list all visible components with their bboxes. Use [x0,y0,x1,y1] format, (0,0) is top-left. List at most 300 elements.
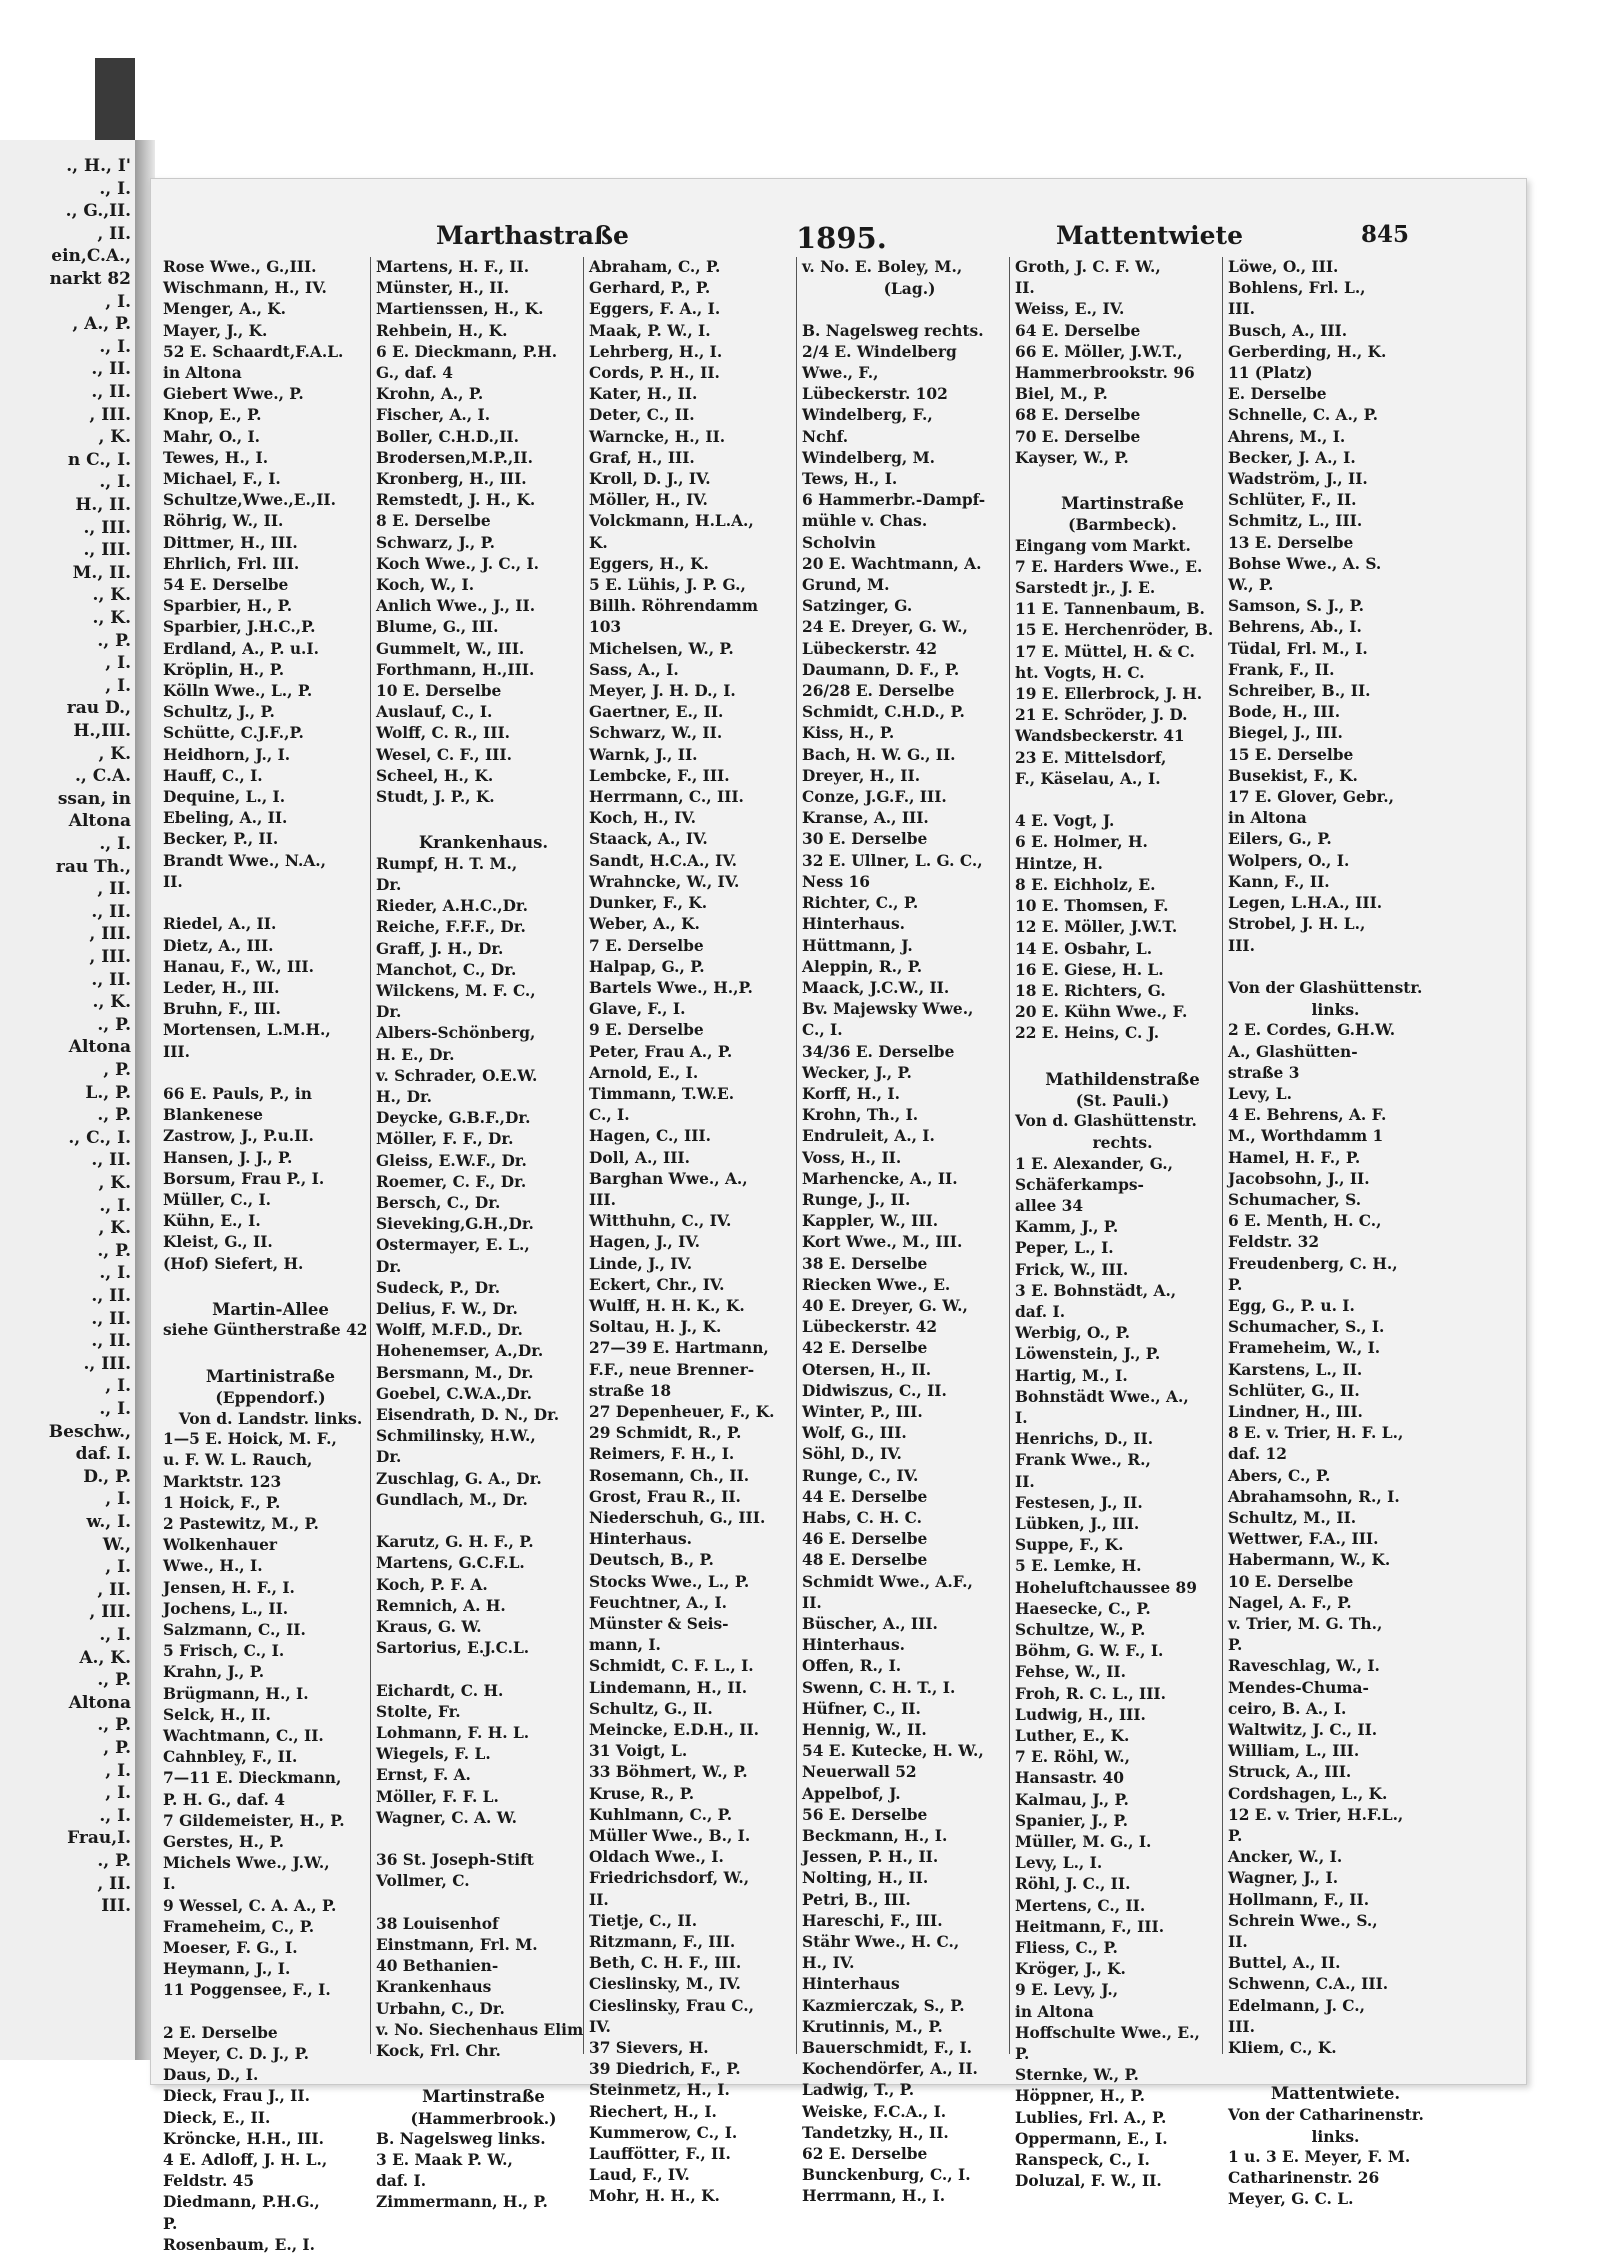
directory-entry: Eilers, G., P. [1228,830,1332,849]
directory-entry: Legen, L.H.A., III. [1228,894,1383,913]
directory-entry: 4 E. Adloff, J. H. L., [163,2151,328,2170]
directory-entry: Von d. Glashüttenstr. [1015,1112,1197,1131]
left-page-fragment: D., P. [83,1466,131,1487]
directory-entry: Kleist, G., II. [163,1233,273,1252]
spacer [163,1341,378,1362]
left-page-fragment: ., I. [99,1625,131,1645]
directory-entry: 4 E. Behrens, A. F. [1228,1106,1387,1125]
directory-entry: Gaertner, E., II. [589,703,724,722]
directory-entry: I. [1015,1408,1028,1427]
directory-entry: 3 E. Maak P. W., [376,2151,513,2170]
directory-entry: (Lag.) [883,279,936,299]
directory-entry: III. [163,1042,190,1061]
directory-entry: Hinterhaus. [802,1636,905,1655]
directory-entry: Wachtmann, C., II. [163,1727,324,1746]
left-page-fragment: ., P. [97,1240,131,1261]
directory-entry: Spanier, J., P. [1015,1811,1128,1830]
directory-entry: 27 Depenheuer, F., K. [589,1402,775,1421]
directory-entry: 46 E. Derselbe [802,1530,928,1549]
directory-entry: Möller, F. F. L. [376,1787,499,1806]
directory-entry: Bauerschmidt, F., I. [802,2039,973,2058]
directory-entry: 14 E. Osbahr, L. [1015,939,1153,958]
directory-entry: Wolff, C. R., III. [376,724,511,743]
left-page-fragment: , III. [89,1602,131,1623]
left-page-fragment: , I. [105,653,131,674]
directory-entry: Korff, H., I. [802,1084,900,1103]
directory-entry: Goebel, C.W.A.,Dr. [376,1384,532,1403]
directory-entry: Catharinenstr. 26 [1228,2169,1380,2188]
left-page-fragment: ., I. [99,336,131,357]
directory-entry: Cords, P. H., II. [589,364,720,383]
directory-entry: Hohenemser, A.,Dr. [376,1342,544,1361]
left-page-fragment: , P. [103,1738,131,1758]
directory-entry: Stolte, Fr. [376,1702,461,1721]
directory-entry: 17 E. Glover, Gebr., [1228,788,1395,807]
directory-entry: Lehrberg, H., I. [589,342,723,361]
directory-entry: Niederschuh, G., III. [589,1508,766,1527]
directory-entry: 6 E. Dieckmann, P.H. [376,342,558,361]
directory-entry: Fehse, W., II. [1015,1663,1126,1682]
directory-entry: Kamm, J., P. [1015,1218,1119,1237]
directory-entry: Weiss, E., IV. [1015,300,1125,319]
directory-entry: Jensen, H. F., I. [163,1578,295,1597]
directory-entry: 9 Wessel, C. A. A., P. [163,1896,337,1915]
directory-entry: v. No. Siechenhaus Elim [376,2020,584,2039]
directory-entry: Schultz, J., P. [163,703,275,722]
left-page-fragment: W., [102,1534,131,1555]
directory-entry: Kranse, A., III. [802,809,929,828]
left-page-fragment: ., I. [99,1195,131,1216]
directory-entry: Deutsch, B., P. [589,1551,714,1570]
left-page-fragment: L., P. [85,1082,131,1103]
left-page-fragment: daf. I. [75,1444,131,1465]
directory-entry: Cieslinsky, M., IV. [589,1975,741,1994]
directory-entry: II. [163,872,183,891]
directory-entry: links. [1311,2126,1360,2146]
directory-entry: Frank, F., II. [1228,660,1335,679]
directory-entry: Wandsbeckerstr. 41 [1015,727,1185,746]
directory-entry: Frameheim, W., I. [1228,1339,1381,1358]
left-page-fragment: narkt 82 [49,269,131,289]
directory-entry: Barghan Wwe., A., [589,1169,748,1188]
spacer [376,1893,591,1914]
left-page-fragment: , III. [89,947,131,967]
directory-entry: Hagen, C., III. [589,1127,711,1146]
directory-entry: Lindner, H., III. [1228,1402,1363,1421]
directory-entry: Bode, H., III. [1228,703,1341,722]
directory-entry: Dr. [376,1257,402,1276]
directory-entry: Selck, H., II. [163,1705,271,1724]
directory-entry: Urbahn, C., Dr. [376,1999,505,2018]
directory-entry: Mortensen, L.M.H., [163,1021,331,1040]
directory-entry: Ness 16 [802,872,870,891]
directory-entry: Neuerwall 52 [802,1763,917,1782]
directory-entry: Kröplin, H., P. [163,660,285,679]
header-year: 1895. [796,221,887,255]
directory-entry: Manchot, C., Dr. [376,960,517,979]
left-page-fragment: , I. [105,1376,131,1397]
directory-entry: Erdland, A., P. u.I. [163,639,319,658]
left-page-fragment: H., II. [75,495,131,515]
directory-entry: 4 E. Vogt, J. [1015,812,1115,831]
directory-entry: Freudenberg, C. H., [1228,1254,1398,1273]
directory-entry: Wolkenhauer [163,1536,278,1555]
left-page-fragment: , K. [98,1173,131,1193]
directory-entry: Rose Wwe., G.,III. [163,258,317,276]
directory-entry: Krahn, J., P. [163,1663,265,1682]
directory-entry: Grund, M. [802,576,890,595]
directory-entry: Schumacher, S. [1228,1190,1362,1209]
directory-entry: in Altona [1228,809,1307,828]
directory-entry: Kayser, W., P. [1015,448,1129,467]
column-rule [370,257,371,2054]
directory-entry: 1 E. Alexander, G., [1015,1154,1174,1173]
directory-entry: 32 E. Ullner, L. G. C., [802,851,983,870]
directory-entry: Studt, J. P., K. [376,788,495,807]
directory-entry: Mahr, O., I. [163,427,261,446]
directory-entry: Schwenn, C.A., III. [1228,1975,1389,1994]
spacer [1228,957,1443,978]
directory-entry: Dieck, E., II. [163,2108,271,2127]
directory-entry: Kroll, D. J., IV. [589,470,711,489]
directory-entry: Delius, F. W., Dr. [376,1299,518,1318]
directory-entry: Samson, S. J., P. [1228,597,1365,616]
directory-entry: Runge, C., IV. [802,1466,919,1485]
directory-entry: Runge, J., II. [802,1190,911,1209]
directory-entry: Kappler, W., III. [802,1212,939,1231]
directory-entry: Habermann, W., K. [1228,1551,1391,1570]
directory-entry: 12 E. v. Trier, H.F.L., [1228,1805,1404,1824]
directory-entry: 1 Hoick, F., P. [163,1493,281,1512]
directory-entry: Hoheluftchaussee 89 [1015,1578,1197,1597]
directory-entry: 38 Louisenhof [376,1914,499,1933]
directory-entry: Appelbof, J. [802,1784,901,1803]
directory-entry: Buttel, A., II. [1228,1954,1341,1973]
directory-entry: Einstmann, Frl. M. [376,1936,538,1955]
directory-column-3 [589,257,804,2206]
directory-entry: Michael, F., I. [163,470,281,489]
directory-entry: Lublies, Frl. A., P. [1015,2108,1167,2127]
directory-entry: 10 E. Derselbe [1228,1572,1354,1591]
directory-entry: Kröger, J., K. [1015,1960,1126,1979]
left-page-fragment: , I. [105,291,131,312]
directory-entry: Billh. Röhrendamm [589,597,759,616]
directory-entry: Schwarz, W., II. [589,724,723,743]
directory-entry: Wiegels, F. L. [376,1745,491,1764]
directory-entry: Schwarz, J., P. [376,533,496,552]
directory-entry: Didwiszus, C., II. [802,1381,947,1400]
directory-entry: Mattentwiete. [1270,2084,1401,2104]
left-page-fragment: ., I. [99,472,131,493]
left-page-fragment: ., I. [99,1399,131,1419]
directory-entry: Timmann, T.W.E. [589,1084,735,1103]
directory-entry: Ritzmann, F., III. [589,1933,736,1952]
left-page-fragment: , I. [105,1489,131,1510]
directory-entry: Hennig, W., II. [802,1721,927,1740]
directory-entry: Schrein Wwe., S., [1228,1911,1378,1930]
directory-entry: Meyer, C. D. J., P. [163,2045,310,2064]
directory-entry: Dr. [376,1003,402,1022]
directory-entry: 21 E. Schröder, J. D. [1015,706,1188,725]
directory-entry: v. Schrader, O.E.W. [376,1066,538,1085]
directory-entry: Müller, M. G., I. [1015,1833,1152,1852]
left-page-fragment: ., I. [99,1263,131,1284]
directory-entry: A., Glashütten- [1228,1042,1358,1061]
directory-entry: Eichardt, C. H. [376,1681,504,1700]
directory-entry: Kröncke, H.H., III. [163,2129,324,2148]
directory-column-5 [1015,257,1230,2191]
directory-entry: Nolting, H., II. [802,1869,929,1888]
directory-entry: Eggers, H., K. [589,554,709,573]
directory-entry: Rehbein, H., K. [376,321,508,340]
spacer [376,1511,591,1532]
directory-entry: Koch, H., IV. [589,809,697,828]
directory-entry: mann, I. [589,1636,661,1655]
directory-entry: II. [1015,1472,1035,1491]
directory-entry: Ancker, W., I. [1228,1848,1343,1867]
directory-entry: Luther, E., K. [1015,1727,1130,1746]
directory-entry: Groth, J. C. F. W., [1015,258,1161,276]
directory-entry: Löwenstein, J., P. [1015,1345,1161,1364]
directory-entry: 103 [589,618,622,637]
directory-entry: Zuschlag, G. A., Dr. [376,1469,542,1488]
directory-entry: Weiske, F.C.A., I. [802,2102,947,2121]
directory-entry: Lübeckerstr. 42 [802,1318,938,1337]
book-spine [95,58,135,148]
directory-entry: Warncke, H., II. [589,427,726,446]
directory-entry: Diedmann, P.H.G., [163,2193,320,2212]
directory-entry: Schnelle, C. A., P. [1228,406,1378,425]
directory-entry: 7—11 E. Dieckmann, [163,1769,342,1788]
directory-entry: Brandt Wwe., N.A., [163,851,327,870]
directory-entry: Stähr Wwe., H. C., [802,1933,960,1952]
directory-entry: 13 E. Derselbe [1228,533,1354,552]
directory-entry: Busch, A., III. [1228,321,1348,340]
left-page-fragment: ., P. [97,1851,131,1871]
directory-entry: Cieslinsky, Frau C., [589,1996,754,2015]
directory-entry: III. [1228,936,1255,955]
directory-entry: Wettwer, F.A., III. [1228,1530,1379,1549]
left-page-fragment: ., K. [92,608,131,628]
left-page-fragment: ., II. [91,969,131,990]
directory-entry: Reimers, F. H., I. [589,1445,735,1464]
left-page-fragment: ., III. [83,540,131,561]
directory-entry: Möller, F. F., Dr. [376,1130,514,1149]
directory-entry: Lübken, J., III. [1015,1514,1140,1533]
directory-entry: E. Derselbe [1228,385,1327,404]
directory-entry: Jochens, L., II. [163,1599,289,1618]
directory-entry: Moeser, F. G., I. [163,1939,298,1958]
directory-entry: Heitmann, F., III. [1015,1917,1165,1936]
directory-entry: 24 E. Dreyer, G. W., [802,618,968,637]
directory-entry: Brodersen,M.P.,II. [376,448,533,467]
directory-entry: 48 E. Derselbe [802,1551,928,1570]
directory-entry: Rosenbaum, E., I. [163,2235,315,2254]
directory-entry: 20 E. Kühn Wwe., F. [1015,1003,1188,1022]
directory-entry: Mertens, C., II. [1015,1896,1146,1915]
directory-entry: Martinstraße [422,2087,545,2107]
column-rule [1009,257,1010,2054]
directory-entry: Heidhorn, J., I. [163,745,291,764]
directory-entry: Meyer, G. C. L. [1228,2190,1354,2209]
directory-entry: 6 Hammerbr.-Dampf- [802,491,986,510]
left-page-fragment: w., I. [86,1512,131,1532]
directory-entry: Abraham, C., P. [589,258,721,276]
directory-entry: (Hammerbrook.) [410,2108,557,2128]
left-page-fragment: ., III. [83,517,131,538]
directory-entry: Wulff, H. H. K., K. [589,1296,745,1315]
directory-entry: Röhrig, W., II. [163,512,284,531]
directory-entry: Von der Glashüttenstr. [1228,978,1423,997]
directory-entry: Fischer, A., I. [376,406,491,425]
directory-entry: Eisendrath, D. N., Dr. [376,1405,560,1424]
directory-entry: Zastrow, J., P.u.II. [163,1127,314,1146]
directory-entry: Martens, H. F., II. [376,258,530,276]
spacer [163,1063,378,1084]
column-rule [583,257,584,2054]
left-page-fragment: ., G.,II. [65,201,131,222]
directory-entry: Sieveking,G.H.,Dr. [376,1215,534,1234]
directory-entry: Beckmann, H., I. [802,1827,948,1846]
directory-entry: Bv. Majewsky Wwe., [802,1000,974,1019]
directory-entry: Von der Catharinenstr. [1228,2105,1424,2124]
directory-entry: Dietz, A., III. [163,936,274,955]
directory-entry: 54 E. Kutecke, H. W., [802,1742,984,1761]
directory-entry: Schmidt, C. F. L., I. [589,1657,754,1676]
directory-entry: 68 E. Derselbe [1015,406,1141,425]
directory-entry: 34/36 E. Derselbe [802,1042,955,1061]
directory-entry: Becker, P., II. [163,830,279,849]
left-page-fragment: , A., P. [72,314,131,335]
directory-entry: 40 E. Dreyer, G. W., [802,1296,968,1315]
directory-entry: B. Nagelsweg rechts. [802,321,984,340]
directory-entry: Waltwitz, J. C., II. [1228,1721,1378,1740]
left-page-fragment: rau D., [66,698,131,719]
directory-entry: Richter, C., P. [802,894,919,913]
directory-entry: 64 E. Derselbe [1015,321,1141,340]
spacer [163,2002,378,2023]
left-page-fragment: ., I. [99,1805,131,1826]
directory-entry: 33 Böhmert, W., P. [589,1763,748,1782]
directory-entry: allee 34 [1015,1196,1084,1215]
directory-entry: Wilckens, M. F. C., [376,981,536,1000]
directory-entry: 26/28 E. Derselbe [802,682,955,701]
directory-entry: Rieder, A.H.C.,Dr. [376,897,528,916]
directory-entry: Tietje, C., II. [589,1911,698,1930]
directory-entry: 2/4 E. Windelberg [802,342,957,361]
directory-entry: Riechert, H., I. [589,2102,717,2121]
left-page-fragment: ., P. [97,1105,131,1126]
directory-entry: Krankenhaus. [418,833,549,853]
directory-entry: Koch, P. F. A. [376,1575,488,1594]
directory-entry: Arnold, E., I. [589,1063,699,1082]
directory-entry: Petri, B., III. [802,1890,911,1909]
directory-entry: Schmidt, C.H.D., P. [802,703,965,722]
directory-entry: siehe Güntherstraße 42 [163,1321,368,1340]
directory-entry: II. [1015,279,1035,298]
directory-entry: P. [1015,2045,1030,2064]
directory-entry: F., Käselau, A., I. [1015,769,1161,788]
directory-entry: Ostermayer, E. L., [376,1236,530,1255]
directory-entry: P. H. G., daf. 4 [163,1790,285,1809]
directory-entry: William, L., III. [1228,1742,1360,1761]
left-page-fragment: , I. [105,1557,131,1578]
directory-entry: 39 Diedrich, F., P. [589,2060,741,2079]
left-page-fragment: , III. [89,404,131,425]
directory-column-4 [802,257,1017,2206]
directory-entry: Busekist, F., K. [1228,766,1358,785]
directory-entry: Marktstr. 123 [163,1472,282,1491]
directory-entry: 56 E. Derselbe [802,1805,928,1824]
directory-entry: Sartorius, E.J.C.L. [376,1639,530,1658]
left-page-fragment: ., II. [91,1150,131,1171]
directory-entry: H., IV. [802,1954,855,1973]
directory-entry: Schultz, M., II. [1228,1508,1357,1527]
directory-entry: Koch Wwe., J. C., I. [376,554,540,573]
directory-entry: Tewes, H., I. [163,448,269,467]
directory-entry: Bersmann, M., Dr. [376,1363,534,1382]
directory-entry: Tews, H., I. [802,470,898,489]
directory-entry: Hollmann, F., II. [1228,1890,1370,1909]
directory-entry: Lübeckerstr. 42 [802,639,938,658]
left-page-fragment: rau Th., [55,856,131,877]
directory-entry: Anlich Wwe., J., II. [376,597,536,616]
directory-entry: Dieck, Frau J., II. [163,2087,310,2106]
directory-entry: Doluzal, F. W., II. [1015,2172,1162,2191]
directory-entry: Jacobsohn, J., II. [1228,1169,1370,1188]
directory-entry: 19 E. Ellerbrock, J. H. [1015,685,1203,704]
directory-entry: Vollmer, C. [376,1872,470,1891]
directory-column-6 [1228,257,1443,2209]
directory-entry: 42 E. Derselbe [802,1339,928,1358]
directory-entry: Windelberg, F., [802,406,933,425]
directory-entry: Forthmann, H.,III. [376,660,535,679]
directory-entry: Meyer, J. H. D., I. [589,682,736,701]
directory-entry: Münster, H., II. [376,279,510,298]
directory-entry: (Hof) Siefert, H. [163,1254,304,1273]
directory-entry: Hintze, H. [1015,854,1103,873]
directory-entry: Feldstr. 45 [163,2172,255,2191]
directory-entry: Knop, E., P. [163,406,262,425]
directory-entry: Abers, C., P. [1228,1466,1331,1485]
directory-entry: M., Worthdamm 1 [1228,1127,1384,1146]
directory-entry: Soltau, H. J., K. [589,1318,722,1337]
directory-entry: Weber, A., K. [589,915,700,934]
directory-entry: Boller, C.H.D.,II. [376,427,519,446]
left-page-fragment: ssan, in [57,788,131,809]
directory-entry: Beth, C. H. F., III. [589,1954,742,1973]
directory-entry: Aleppin, R., P. [802,957,923,976]
directory-entry: Riecken Wwe., E. [802,1275,951,1294]
left-page-fragment: , II. [97,223,131,244]
directory-entry: Auslauf, C., I. [376,703,493,722]
directory-entry: Biegel, J., III. [1228,724,1343,743]
directory-entry: Winter, P., III. [802,1402,923,1421]
directory-entry: H. E., Dr. [376,1045,455,1064]
directory-entry: Kort Wwe., M., III. [802,1233,963,1252]
directory-entry: C., I. [589,1106,630,1125]
directory-entry: Wadström, J., II. [1228,470,1368,489]
directory-entry: in Altona [163,364,242,383]
directory-entry: Eingang vom Markt. [1015,536,1191,555]
directory-entry: 2 E. Cordes, G.H.W. [1228,1021,1396,1040]
header-right-street: Mattentwiete [1056,221,1243,250]
directory-entry: 54 E. Derselbe [163,576,289,595]
directory-entry: Michelsen, W., P. [589,639,734,658]
directory-column-2 [376,257,591,2212]
directory-entry: Abrahamsohn, R., I. [1228,1487,1400,1506]
directory-entry: Mendes-Chuma- [1228,1678,1369,1697]
